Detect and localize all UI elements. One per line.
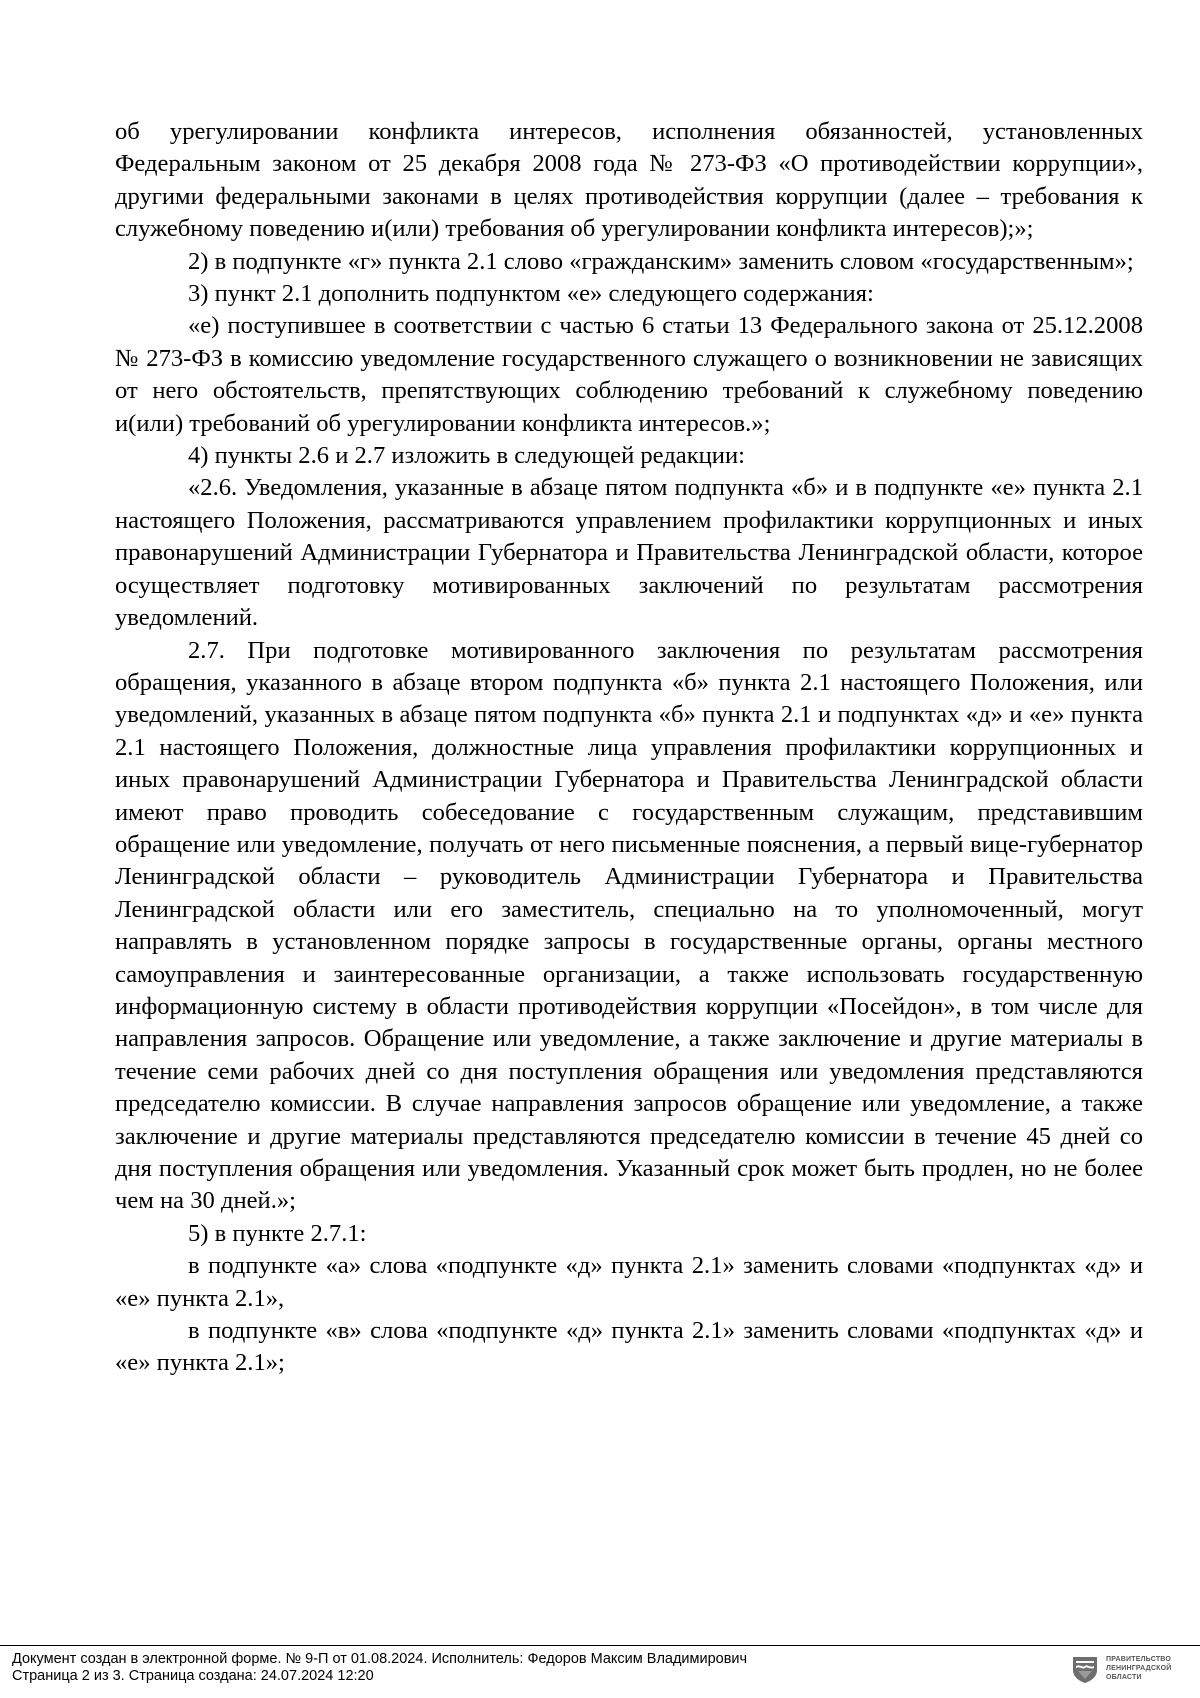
paragraph-9: в подпункте «а» слова «подпункте «д» пункта 2.1» заменить словами «подпунктах «д» и «е» пункта 2.1», — [115, 1252, 1143, 1312]
paragraph-7: 2.7. При подготовке мотивированного заключения по результатам рассмотрения обращения, указанного в абзаце втором подпункта «б» пункта 2.1 настоящего Положения, или уведомлений, указанных в абзаце пятом подпункта «б» пункта 2.1 и подпунктах «д» и «е» пункта 2.1 настоящего Положения, должностные лица управления профилактики коррупционных и иных правонарушений Администрации Губернатора и Правительства Ленинградской области имеют право проводить собеседование с государственным служащим, представившим обращение или уведомление, получать от него письменные пояснения, а первый вице-губернатор Ленинградской области – руководитель Администрации Губернатора и Правительства Ленинградской области или его заместитель, специально на то уполномоченный, могут направлять в установленном порядке запросы в государственные органы, органы местного самоуправления и заинтересованные организации, а также использовать государственную информационную систему в области противодействия коррупции «Посейдон», в том числе для направления запросов. Обращение или уведомление, а также заключение и другие материалы в течение семи рабочих дней со дня поступления обращения или уведомления представляются председателю комиссии. В случае направления запросов обращение или уведомление, а также заключение и другие материалы представляются председателю комиссии в течение 45 дней со дня поступления обращения или уведомления. Указанный срок может быть продлен, но не более чем на 30 дней.»; — [115, 636, 1143, 1215]
logo-caption-line-2: ЛЕНИНГРАДСКОЙ — [1106, 1665, 1172, 1672]
paragraph-6: «2.6. Уведомления, указанные в абзаце пятом подпункта «б» и в подпункте «е» пункта 2.1 настоящего Положения, рассматриваются управлением профилактики коррупционных и иных правонарушений Администрации Губернатора и Правительства Ленинградской области, которое осуществляет подготовку мотивированных заключений по результатам рассмотрения уведомлений. — [115, 474, 1143, 632]
paragraph-5: 4) пункты 2.6 и 2.7 изложить в следующей редакции: — [188, 442, 745, 470]
footer-divider — [0, 1645, 1200, 1646]
paragraph-3: 3) пункт 2.1 дополнить подпунктом «е» следующего содержания: — [188, 280, 874, 308]
paragraph-10: в подпункте «в» слова «подпункте «д» пункта 2.1» заменить словами «подпунктах «д» и «е» пункта 2.1»; — [115, 1317, 1143, 1377]
logo-caption — [1106, 1655, 1192, 1682]
logo-caption-line-3: ОБЛАСТИ — [1106, 1674, 1142, 1681]
logo-caption-line-1: ПРАВИТЕЛЬСТВО — [1106, 1656, 1172, 1663]
coat-of-arms-icon — [1070, 1654, 1100, 1684]
paragraph-1: об урегулировании конфликта интересов, исполнения обязанностей, установленных Федеральным законом от 25 декабря 2008 года № 273-ФЗ «О противодействии коррупции», другими федеральными законами в целях противодействия коррупции (далее – требования к служебному поведению и(или) требования об урегулировании конфликта интересов);»; — [115, 118, 1143, 243]
document-body — [115, 116, 1143, 1380]
paragraph-8: 5) в пункте 2.7.1: — [188, 1219, 367, 1247]
paragraph-2: 2) в подпункте «г» пункта 2.1 слово «гражданским» заменить словом «государственным»; — [188, 247, 1134, 275]
footer-document-info: Документ создан в электронной форме. № 9-П от 01.08.2024. Исполнитель: Федоров Максим Владимирович — [12, 1651, 748, 1667]
government-logo — [1070, 1650, 1192, 1690]
paragraph-4: «е) поступившее в соответствии с частью 6 статьи 13 Федерального закона от 25.12.2008 № 273-ФЗ в комиссию уведомление государственного служащего о возникновении не зависящих от него обстоятельств, препятствующих соблюдению требований к служебному поведению и(или) требований об урегулировании конфликта интересов.»; — [115, 312, 1143, 437]
footer-page-info: Страница 2 из 3. Страница создана: 24.07.2024 12:20 — [12, 1667, 374, 1684]
footer-info — [12, 1651, 1012, 1684]
